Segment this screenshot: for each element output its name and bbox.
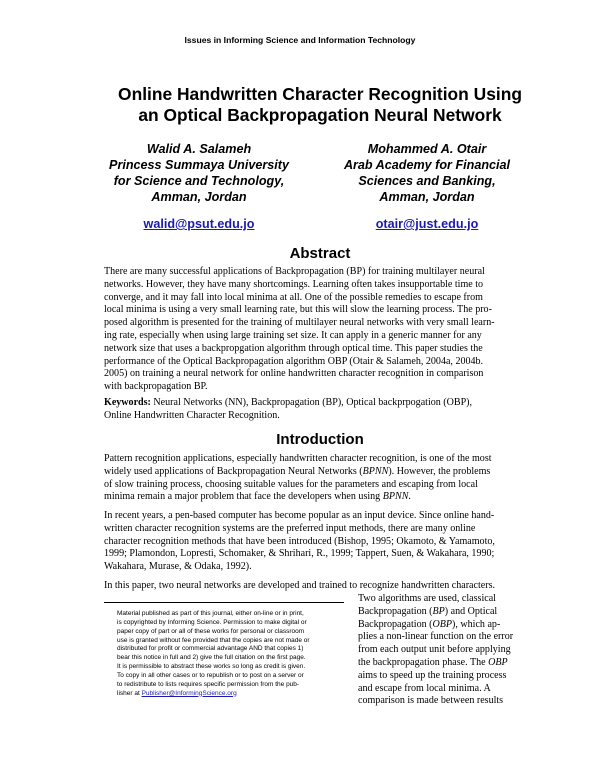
introduction-heading: Introduction <box>276 431 364 448</box>
copyright-notice-text: Material published as part of this journal, either on-line or in print, is copyrighted by Informing Science. Permission to make digital or paper copy of part or all of these works for personal or classroom use is granted without fee provided that the copies are not made or distributed for profit or commercial advantage AND that copies 1) bear this notice in full and 2) give the full citation on the first page. It is permissible to abstract these works so long as credit is given. To copy in all other cases or to republish or to post on a server or to redistribute to lists requires specific permission from the pub- lisher at Publisher@InformingScience.org <box>117 610 310 697</box>
author-affiliation: Princess Summaya University <box>109 158 289 172</box>
paper-title <box>60 84 580 126</box>
text-line: Wakahara, Murase, & Odaka, 1992). <box>104 561 252 573</box>
text-line: 1999; Plamondon, Lopresti, Schomaker, & Shrihari, R., 1999; Tappert, Suen, & Wakahara, 1990; <box>104 548 495 560</box>
title-line: an Optical Backpropagation Neural Network <box>138 105 502 125</box>
intro-paragraph-2 <box>104 510 530 574</box>
text-line: of slow training process, choosing suitable values for the parameters and escaping from local <box>104 478 478 490</box>
author-name: Walid A. Salameh <box>146 142 252 156</box>
title-line: Online Handwritten Character Recognition Using <box>118 84 522 104</box>
text-line: with backpropagation BP. <box>104 381 208 393</box>
text-line: character recognition methods that have been introduced (Bishop, 1995; Okamoto, & Yamamoto, <box>104 535 495 547</box>
text-line: networks. However, they have many shortcomings. Learning often takes insupportable time to <box>104 278 484 290</box>
text-line: written character recognition systems are the preferred input methods, there are many online <box>104 522 476 534</box>
author-affiliation: Amman, Jordan <box>151 190 247 204</box>
author-affiliation: Amman, Jordan <box>379 190 475 204</box>
text-line: There are many successful applications of Backpropagation (BP) for training multilayer neural <box>104 266 485 277</box>
abstract-body <box>104 266 530 394</box>
acronym: BPNN <box>362 465 389 477</box>
acronym: BPNN <box>382 491 409 503</box>
acronym: OBP <box>488 656 508 668</box>
keywords-text: Neural Networks (NN), Backpropagation (BP), Optical backprpogation (OBP), <box>153 397 473 408</box>
author-email-link[interactable]: walid@psut.edu.jo <box>143 217 255 231</box>
text-line: network size that uses a backpropgation algorithm through optical time. This paper studies the <box>104 342 483 354</box>
author-block-2 <box>307 141 547 205</box>
intro-paragraph-1: Pattern recognition applications, especially handwritten character recognition, is one of the most widely used applications of Backpropagation Neural Networks (BPNN). However, the problems of slow training process, choosing suitable values for the parameters and escaping from local minima remain a major problem that face the developers when using BPNN. <box>104 453 530 504</box>
author-email-link[interactable]: otair@just.edu.jo <box>375 217 479 231</box>
intro-paragraph-3: In this paper, two neural networks are developed and trained to recognize handwritten characters. <box>104 580 495 591</box>
text-line: performance of the Optical Backpropagation algorithm OBP (Otair & Salameh, 2004a, 2004b. <box>104 355 484 367</box>
publisher-email-link[interactable]: Publisher@InformingScience.org <box>141 689 237 697</box>
journal-header: Issues in Informing Science and Information Technology <box>184 35 416 45</box>
author-affiliation: for Science and Technology, <box>113 174 285 188</box>
text-line: In recent years, a pen-based computer has become popular as an input device. Since online hand- <box>104 510 495 521</box>
text-line: local minima is using a very small learning rate, but this will slow the learning process. The pro- <box>104 304 492 316</box>
keywords-text: Online Handwritten Character Recognition. <box>104 409 280 421</box>
keywords <box>104 397 530 423</box>
acronym: BP <box>432 605 445 617</box>
text-line: converge, and it may fall into local minima at all. One of the possible remedies to escape from <box>104 291 483 303</box>
author-affiliation: Sciences and Banking, <box>358 174 496 188</box>
intro-paragraph-3-continued: Two algorithms are used, classical Backpropagation (BP) and Optical Backpropagation (OBP), which ap- plies a non-linear function on the error from each output unit before applying the backpropagation phase. The OBP aims to speed up the training process and escape from local minima. A comparison is made between results <box>358 593 514 707</box>
text-line: 2005) on training a neural network for online handwritten character recognition in comparison <box>104 368 484 380</box>
copyright-notice <box>104 602 344 753</box>
text-line: Pattern recognition applications, especially handwritten character recognition, is one of the most <box>104 453 492 464</box>
abstract-heading: Abstract <box>289 245 351 262</box>
acronym: OBP <box>432 618 453 630</box>
author-affiliation: Arab Academy for Financial <box>343 158 511 172</box>
author-name: Mohammed A. Otair <box>367 142 487 156</box>
author-block-1 <box>79 141 319 205</box>
keywords-label: Keywords: <box>104 397 151 408</box>
text-line: ing rate, especially when using large training set size. It can apply in a generic manner for any <box>104 329 482 341</box>
text-line: posed algorithm is presented for the training of multilayer neural networks with very small learn- <box>104 317 495 329</box>
